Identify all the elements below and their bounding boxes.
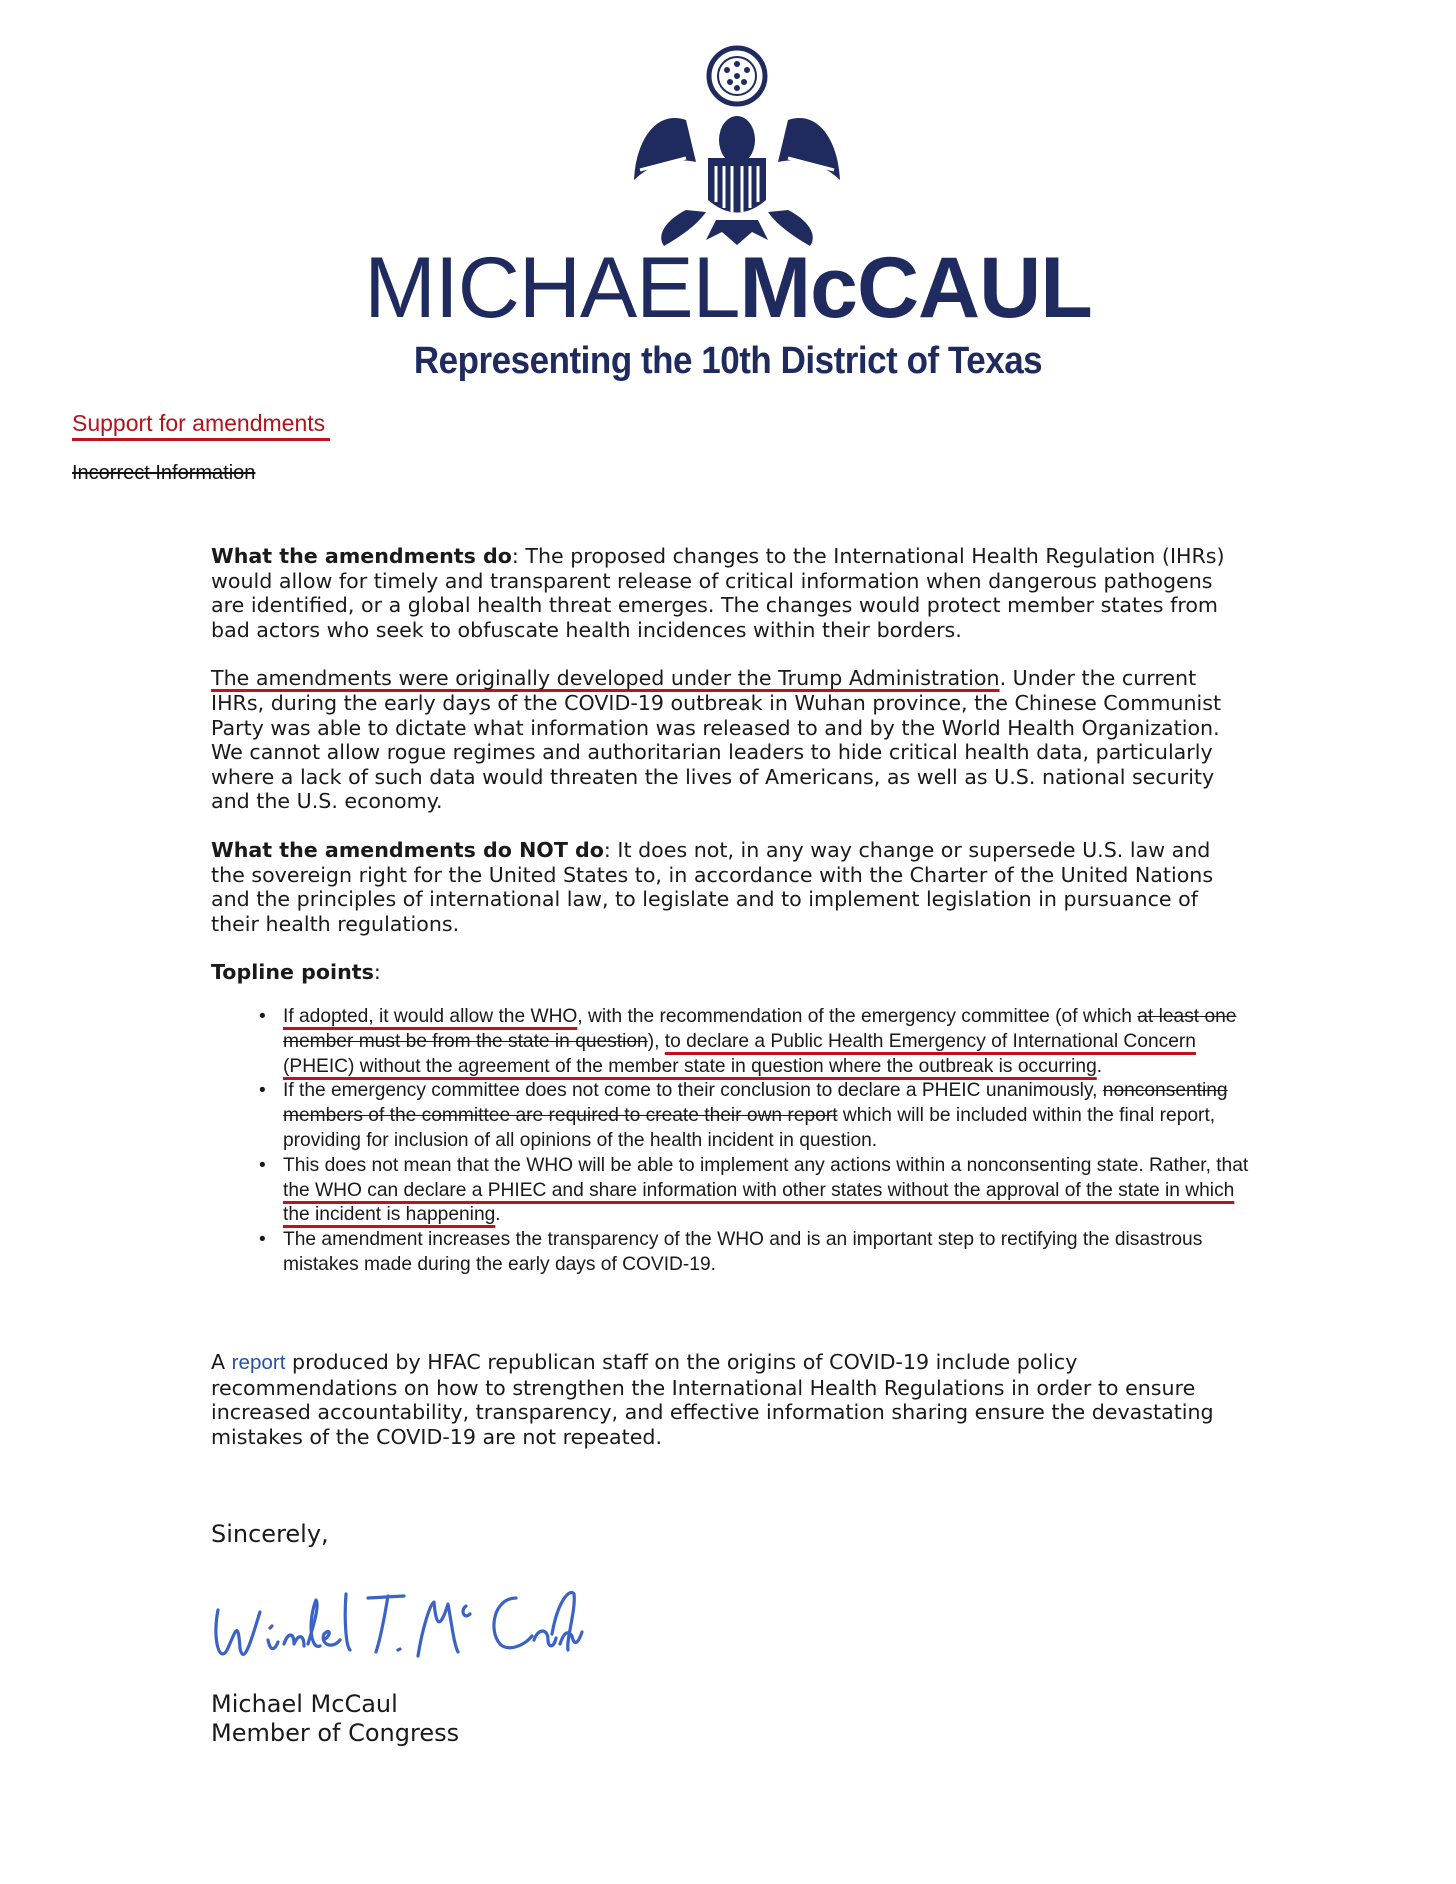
handwritten-signature — [208, 1570, 588, 1680]
salutation: Sincerely, — [211, 1520, 329, 1548]
letterhead-name — [0, 240, 1456, 336]
paragraph-text: : The proposed changes to the International Health Regulation (IHRs) would allow for timely and transparent release of critical information when dangerous pathogens are identified, or a global health threat emerges. The changes would protect member states from bad actors who seek to obfuscate health incidences within their borders. — [211, 544, 1225, 642]
report-paragraph — [211, 1350, 1241, 1449]
item-text: The amendment increases the transparency of the WHO and is an important step to rectifying the disastrous mistakes made during the early days of COVID-19. — [283, 1229, 1203, 1275]
item-text: ), — [647, 1030, 665, 1052]
signer-block — [211, 1690, 459, 1748]
paragraph-what-amendments-do-not-do — [211, 838, 1241, 936]
us-eagle-seal-icon — [626, 40, 848, 258]
topline-heading — [211, 960, 1241, 985]
topline-label: Topline points — [211, 960, 374, 985]
item-text: This does not mean that the WHO will be able to implement any actions within a nonconsenting state. Rather, that — [283, 1154, 1249, 1176]
struck-text: at least one member must be from the state in question — [283, 1006, 1237, 1052]
paragraph-text: : It does not, in any way change or supersede U.S. law and the sovereign right for the United States to, in accordance with the Charter of the United Nations and the principles of international law, to legislate and to implement legislation in pursuance of their health regulations. — [211, 837, 1214, 936]
item-text: which will be included within the final report, providing for inclusion of all opinions of the health incident in question. — [283, 1105, 1216, 1151]
paragraph-text: . Under the current IHRs, during the early days of the COVID-19 outbreak in Wuhan province, the Chinese Communist Party was able to dictate what information was released to and by the World Health Organization. We cannot allow rogue regimes and authoritarian leaders to hide critical health data, particularly where a lack of such data would threaten the lives of Americans, as well as U.S. national security and the U.S. economy. — [211, 666, 1222, 814]
paragraph-what-amendments-do — [211, 544, 1241, 642]
list-item — [283, 1079, 1253, 1153]
paragraph-label: What the amendments do NOT do — [211, 837, 604, 862]
letterhead-last-name: McCAUL — [739, 240, 1092, 336]
item-text: . — [1096, 1055, 1103, 1077]
highlighted-text: the WHO can declare a PHIEC and share information with other states without the approval of the state in which the incident is happening — [283, 1179, 1235, 1226]
topline-points-list — [283, 1005, 1253, 1278]
letterhead-subtitle: Representing the 10th District of Texas — [413, 340, 1043, 382]
incorrect-annotation: Incorrect Information — [72, 462, 256, 484]
list-item — [283, 1154, 1253, 1228]
paragraph-trump-administration — [211, 666, 1241, 814]
letter-body — [211, 544, 1241, 1009]
struck-text: nonconsenting members of the committee are required to create their own report — [283, 1080, 1228, 1127]
list-item — [283, 1005, 1253, 1079]
report-link[interactable]: report — [231, 1351, 286, 1374]
topline-colon: : — [373, 960, 381, 985]
item-text: , with the recommendation of the emergency committee (of which — [577, 1006, 1138, 1027]
support-underline — [72, 438, 330, 441]
paragraph-text: A — [211, 1350, 232, 1374]
highlighted-text: The amendments were originally developed under the Trump Administration — [211, 666, 1000, 691]
highlighted-text: to declare a Public Health Emergency of International Concern (PHEIC) without the agreement of the member state in question where the outbreak is occurring — [283, 1030, 1196, 1077]
paragraph-text: produced by HFAC republican staff on the origins of COVID-19 include policy recommendations on how to strengthen the International Health Regulations in order to ensure increased accountability, transparency, and effective information sharing ensure the devastating mistakes of the COVID-19 are not repeated. — [211, 1350, 1214, 1449]
highlighted-text: If adopted, it would allow the WHO — [283, 1006, 578, 1027]
paragraph-label: What the amendments do — [211, 544, 512, 568]
item-text: If the emergency committee does not come to their conclusion to declare a PHEIC unanimously, — [283, 1080, 1103, 1102]
signer-name: Michael McCaul — [211, 1690, 398, 1718]
support-annotation: Support for amendments — [72, 410, 326, 436]
list-item — [283, 1228, 1253, 1278]
item-text: . — [495, 1204, 501, 1226]
letterhead-first-name: MICHAEL — [364, 240, 740, 336]
signer-title: Member of Congress — [211, 1719, 460, 1747]
report-paragraph-block — [211, 1350, 1241, 1473]
